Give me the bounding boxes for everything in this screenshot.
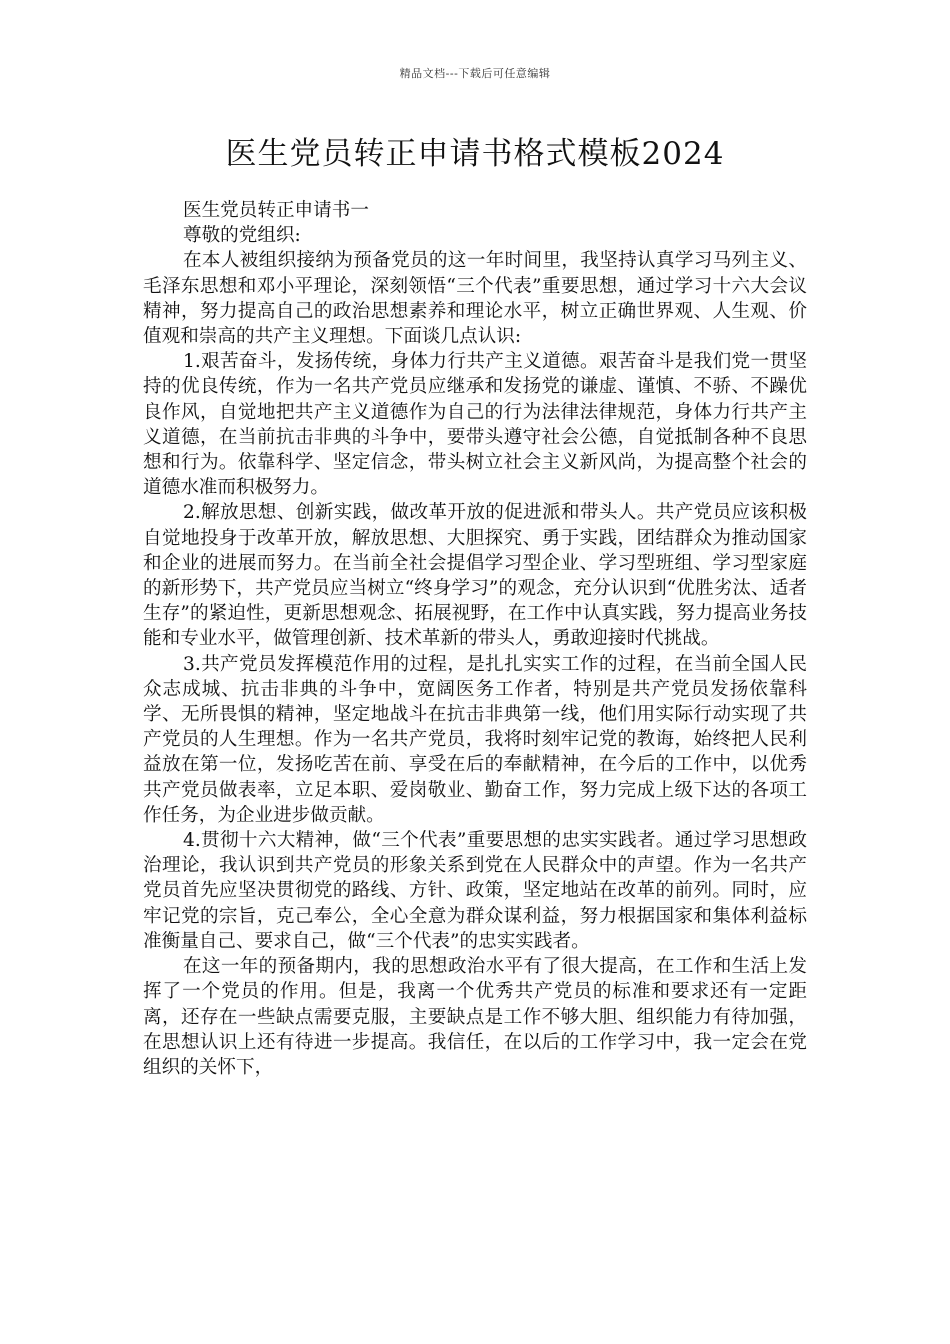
paragraph-point-3: 3.共产党员发挥模范作用的过程，是扎扎实实工作的过程，在当前全国人民众志成城、抗击非典的斗争中，宽阔医务工作者，特别是共产党员发扬依靠科学、无所畏惧的精神，坚定地战斗在抗击非典第一线，他们用实际行动实现了共产党员的人生理想。作为一名共产党员，我将时刻牢记党的教诲，始终把人民利益放在第一位，发扬吃苦在前、享受在后的奉献精神，在今后的工作中，以优秀共产党员做表率，立足本职、爱岗敬业、勤奋工作，努力完成上级下达的各项工作任务，为企业进步做贡献。 (143, 653, 807, 826)
salutation: 尊敬的党组织: (182, 225, 301, 247)
document-title: 医生党员转正申请书格式模板2024 (225, 136, 725, 172)
header-note: 精品文档---下载后可任意编辑 (399, 67, 551, 80)
subtitle: 医生党员转正申请书一 (182, 200, 369, 221)
paragraph-intro: 在本人被组织接纳为预备党员的这一年时间里，我坚持认真学习马列主义、毛泽东思想和邓小平理论，深刻领悟“三个代表”重要思想，通过学习十六大会议精神，努力提高自己的政治思想素养和理论水平，树立正确世界观、人生观、价值观和崇高的共产主义理想。下面谈几点认识: (143, 250, 807, 348)
document-body (143, 198, 807, 1080)
paragraph-point-2: 2.解放思想、创新实践，做改革开放的促进派和带头人。共产党员应该积极自觉地投身于改革开放，解放思想、大胆探究、勇于实践，团结群众为推动国家和企业的进展而努力。在当前全社会提倡学习型企业、学习型班组、学习型家庭的新形势下，共产党员应当树立“终身学习”的观念，充分认识到“优胜劣汰、适者生存”的紧迫性，更新思想观念、拓展视野，在工作中认真实践，努力提高业务技能和专业水平，做管理创新、技术革新的带头人，勇敢迎接时代挑战。 (143, 502, 807, 650)
paragraph-point-4: 4.贯彻十六大精神，做“三个代表”重要思想的忠实实践者。通过学习思想政治理论，我认识到共产党员的形象关系到党在人民群众中的声望。作为一名共产党员首先应坚决贯彻党的路线、方针、政策，坚定地站在改革的前列。同时，应牢记党的宗旨，克己奉公，全心全意为群众谋利益，努力根据国家和集体利益标准衡量自己、要求自己，做“三个代表”的忠实实践者。 (143, 830, 807, 952)
paragraph-point-1: 1.艰苦奋斗，发扬传统，身体力行共产主义道德。艰苦奋斗是我们党一贯坚持的优良传统，作为一名共产党员应继承和发扬党的谦虚、谨慎、不骄、不躁优良作风，自觉地把共产主义道德作为自己的行为法律法律规范，身体力行共产主义道德，在当前抗击非典的斗争中，要带头遵守社会公德，自觉抵制各种不良思想和行为。依靠科学、坚定信念，带头树立社会主义新风尚，为提高整个社会的道德水准而积极努力。 (143, 351, 807, 499)
paragraph-summary: 在这一年的预备期内，我的思想政治水平有了很大提高，在工作和生活上发挥了一个党员的作用。但是，我离一个优秀共产党员的标准和要求还有一定距离，还存在一些缺点需要克服，主要缺点是工作不够大胆、组织能力有待加强，在思想认识上还有待进一步提高。我信任，在以后的工作学习中，我一定会在党组织的关怀下， (143, 956, 807, 1078)
